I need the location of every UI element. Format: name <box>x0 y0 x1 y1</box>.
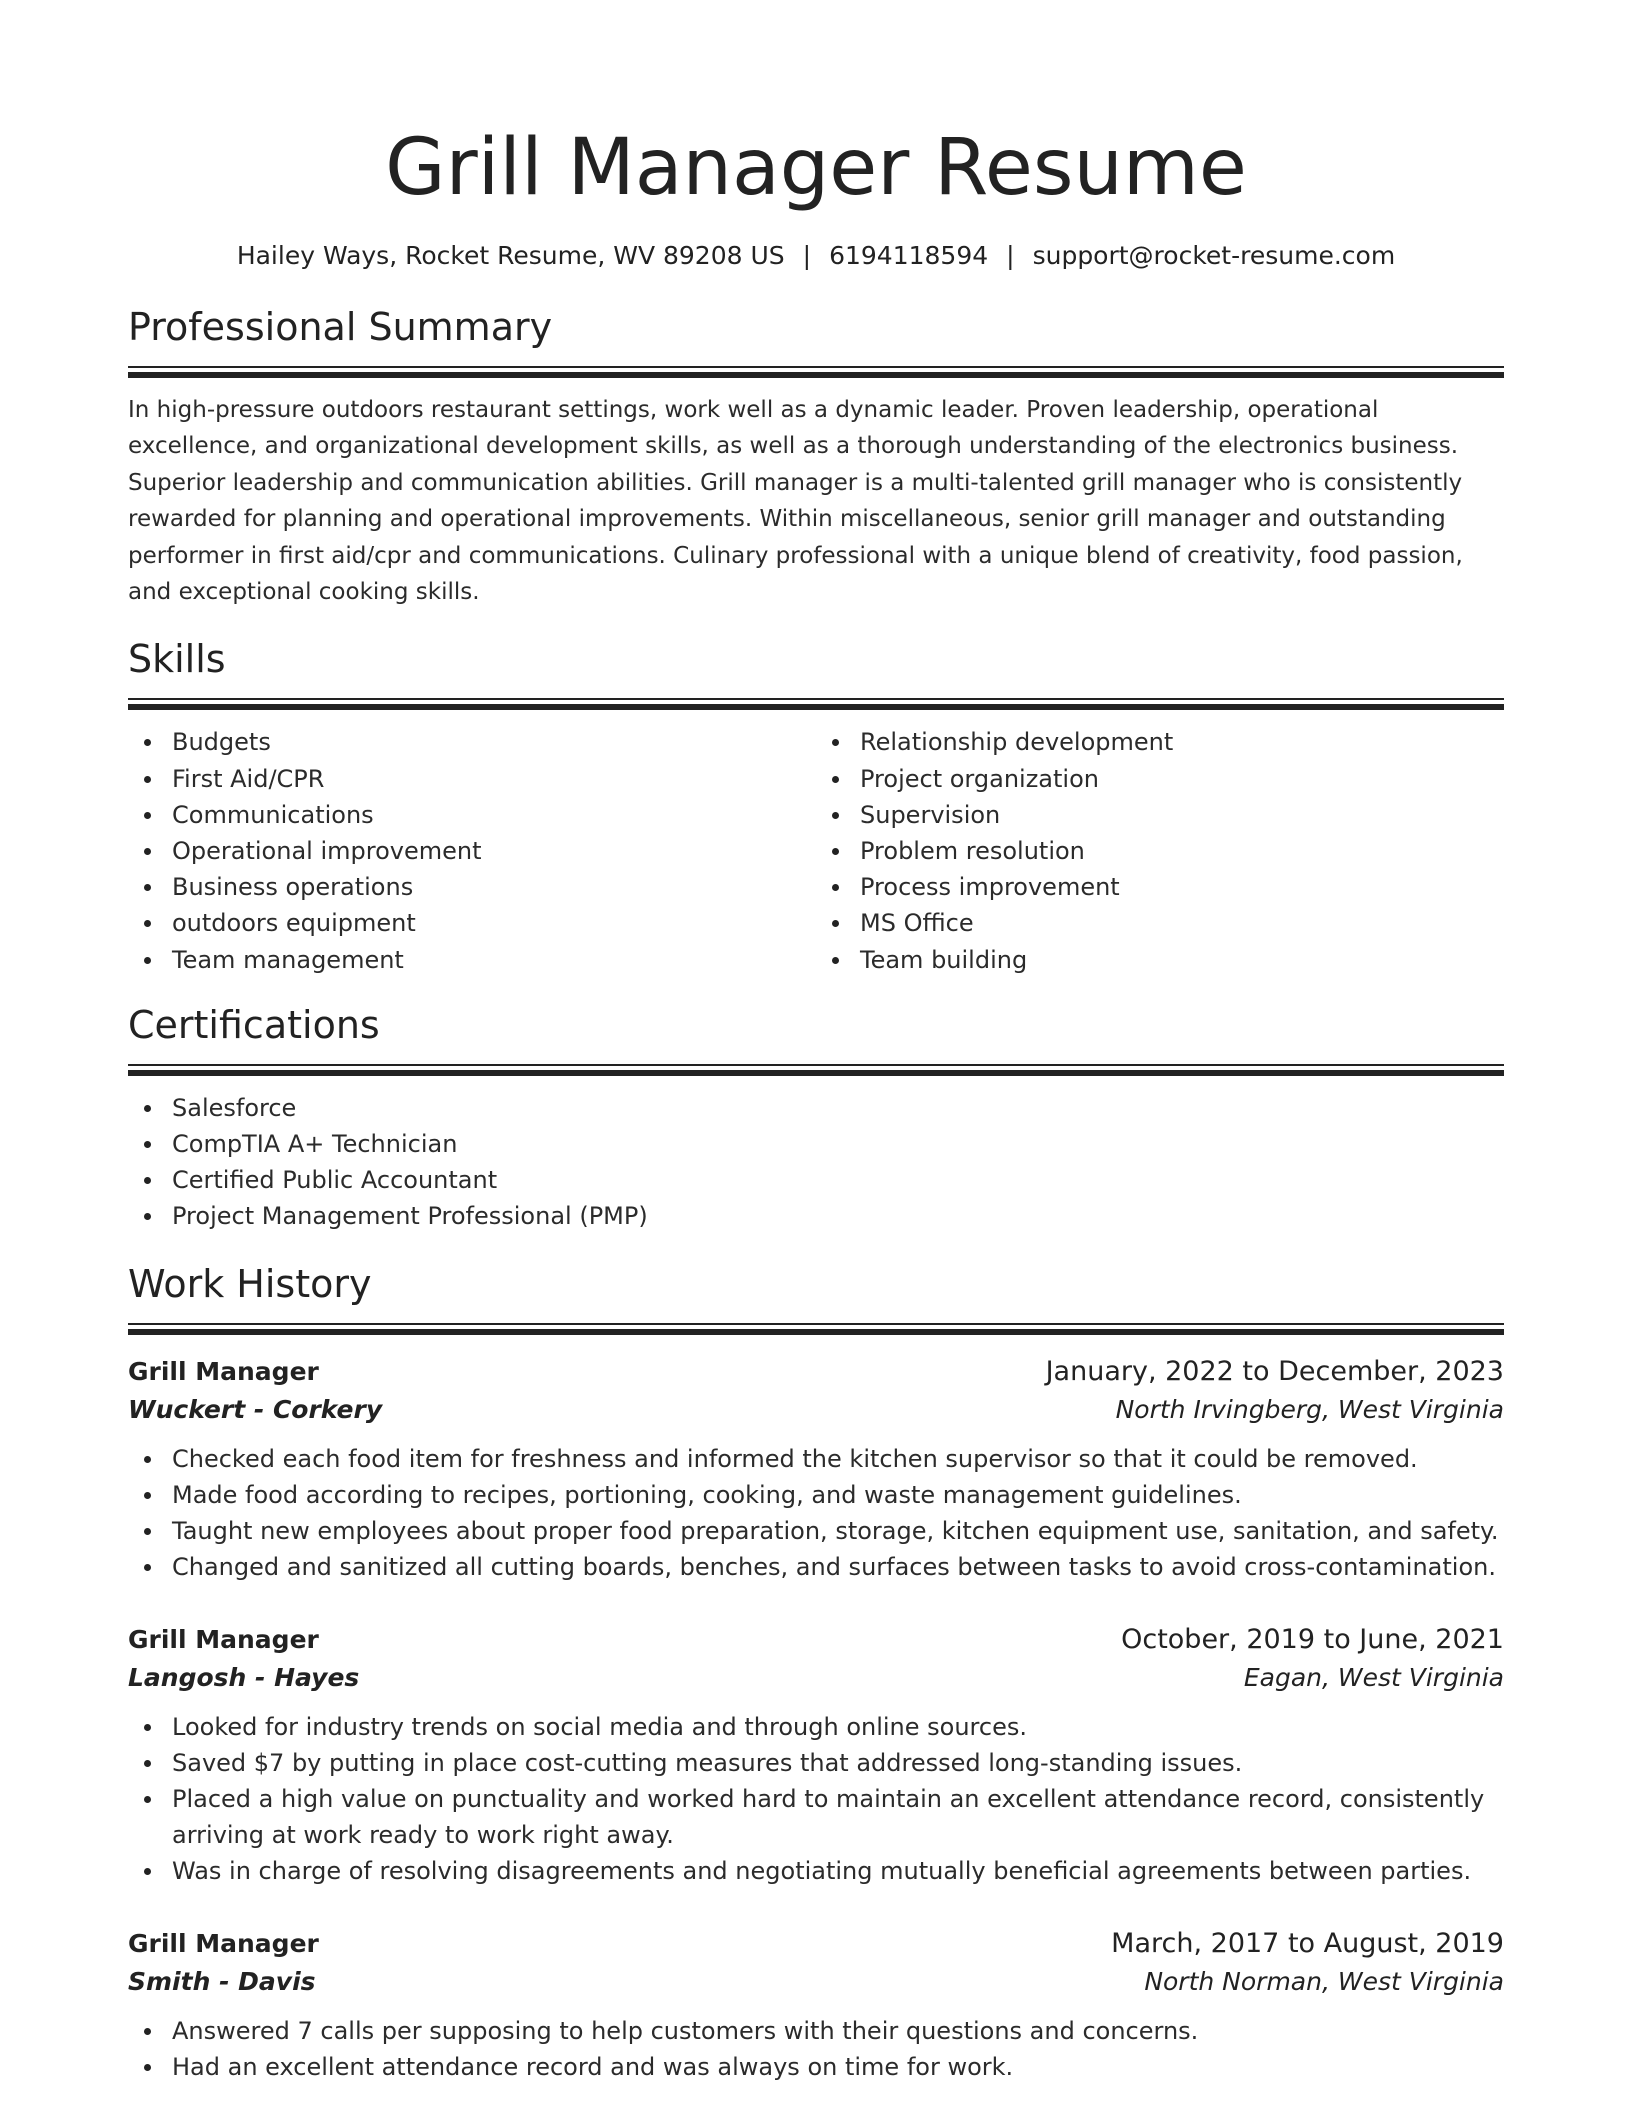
job-company: Smith - Davis <box>128 1966 316 1996</box>
skills-section <box>128 634 1504 977</box>
skill-item: MS Office <box>860 905 1504 941</box>
job-dates: October, 2019 to June, 2021 <box>1121 1623 1504 1655</box>
job-duties-list <box>128 2013 1504 2085</box>
skill-item: outdoors equipment <box>172 905 816 941</box>
resume-page <box>128 0 1504 2085</box>
skill-item: Business operations <box>172 869 816 905</box>
certification-item: Salesforce <box>172 1090 1504 1126</box>
contact-email: support@rocket-resume.com <box>1032 241 1396 270</box>
job-company-row <box>128 1659 1504 1697</box>
job-duties-list <box>128 1441 1504 1585</box>
job-duty-item: Changed and sanitized all cutting boards, benches, and surfaces between tasks to avoid cross-contamination. <box>172 1549 1504 1585</box>
contact-separator: | <box>1006 241 1015 270</box>
skill-item: Problem resolution <box>860 833 1504 869</box>
job-company: Langosh - Hayes <box>128 1662 360 1692</box>
certification-item: Project Management Professional (PMP) <box>172 1198 1504 1234</box>
section-divider <box>128 366 1504 378</box>
contact-separator: | <box>802 241 812 270</box>
certifications-section <box>128 1000 1504 1235</box>
job-duty-item: Checked each food item for freshness and informed the kitchen supervisor so that it could be removed. <box>172 1441 1504 1477</box>
skill-item: Budgets <box>172 724 816 760</box>
job-location: North Irvingberg, West Virginia <box>1115 1394 1504 1424</box>
job-duty-item: Taught new employees about proper food preparation, storage, kitchen equipment use, sanitation, and safety. <box>172 1513 1504 1549</box>
skill-item: Process improvement <box>860 869 1504 905</box>
job-title: Grill Manager <box>128 1928 319 1958</box>
certifications-list <box>128 1090 1504 1235</box>
section-divider <box>128 1064 1504 1076</box>
work-history-section <box>128 1259 1504 2085</box>
job-location: Eagan, West Virginia <box>1243 1662 1504 1692</box>
job-duty-item: Placed a high value on punctuality and worked hard to maintain an excellent attendance record, consistently arriving at work ready to work right away. <box>172 1781 1504 1853</box>
skill-item: Relationship development <box>860 724 1504 760</box>
skill-item: Communications <box>172 797 816 833</box>
job-duty-item: Answered 7 calls per supposing to help customers with their questions and concerns. <box>172 2013 1504 2049</box>
job-header-row <box>128 1621 1504 1659</box>
skill-item: Supervision <box>860 797 1504 833</box>
job-entry <box>128 1353 1504 1585</box>
work-history-heading: Work History <box>128 1261 372 1306</box>
job-header-row <box>128 1925 1504 1963</box>
skills-columns <box>128 724 1504 977</box>
contact-phone: 6194118594 <box>829 241 989 270</box>
section-divider <box>128 1323 1504 1335</box>
job-entry <box>128 1621 1504 1889</box>
job-dates: March, 2017 to August, 2019 <box>1111 1927 1504 1959</box>
skill-item: Team management <box>172 942 816 978</box>
certification-item: CompTIA A+ Technician <box>172 1126 1504 1162</box>
job-title: Grill Manager <box>128 1356 319 1386</box>
skill-item: First Aid/CPR <box>172 761 816 797</box>
job-duties-list <box>128 1709 1504 1889</box>
job-duty-item: Saved $7 by putting in place cost-cutting measures that addressed long-standing issues. <box>172 1745 1504 1781</box>
job-title: Grill Manager <box>128 1624 319 1654</box>
contact-line <box>128 238 1504 274</box>
section-divider <box>128 698 1504 710</box>
skills-list-right <box>816 724 1504 977</box>
contact-address: Hailey Ways, Rocket Resume, WV 89208 US <box>236 241 785 270</box>
job-company-row <box>128 1963 1504 2001</box>
skills-heading: Skills <box>128 637 226 682</box>
job-dates: January, 2022 to December, 2023 <box>1045 1355 1504 1387</box>
job-duty-item: Had an excellent attendance record and was always on time for work. <box>172 2049 1504 2085</box>
job-company-row <box>128 1391 1504 1429</box>
skill-item: Project organization <box>860 761 1504 797</box>
job-location: North Norman, West Virginia <box>1144 1966 1504 1996</box>
summary-heading: Professional Summary <box>128 305 553 349</box>
job-duty-item: Made food according to recipes, portioning, cooking, and waste management guidelines. <box>172 1477 1504 1513</box>
skill-item: Operational improvement <box>172 833 816 869</box>
certifications-heading: Certifications <box>128 1002 380 1047</box>
summary-text: In high-pressure outdoors restaurant settings, work well as a dynamic leader. Proven leadership, operational excellence, and organizational development skills, as well as a thorough understanding of the electronics business. Superior leadership and communication abilities. Grill manager is a multi-talented grill manager who is consistently rewarded for planning and operational improvements. Within miscellaneous, senior grill manager and outstanding performer in first aid/cpr and communications. Culinary professional with a unique blend of creativity, food passion, and exceptional cooking skills. <box>128 397 1463 606</box>
job-company: Wuckert - Corkery <box>128 1394 383 1424</box>
job-header-row <box>128 1353 1504 1391</box>
summary-section <box>128 302 1504 610</box>
certification-item: Certified Public Accountant <box>172 1162 1504 1198</box>
skill-item: Team building <box>860 942 1504 978</box>
skills-list-left <box>128 724 816 977</box>
job-entry <box>128 1925 1504 2085</box>
job-duty-item: Looked for industry trends on social media and through online sources. <box>172 1709 1504 1745</box>
job-duty-item: Was in charge of resolving disagreements and negotiating mutually beneficial agreements between parties. <box>172 1853 1504 1889</box>
resume-title: Grill Manager Resume <box>385 123 1247 213</box>
